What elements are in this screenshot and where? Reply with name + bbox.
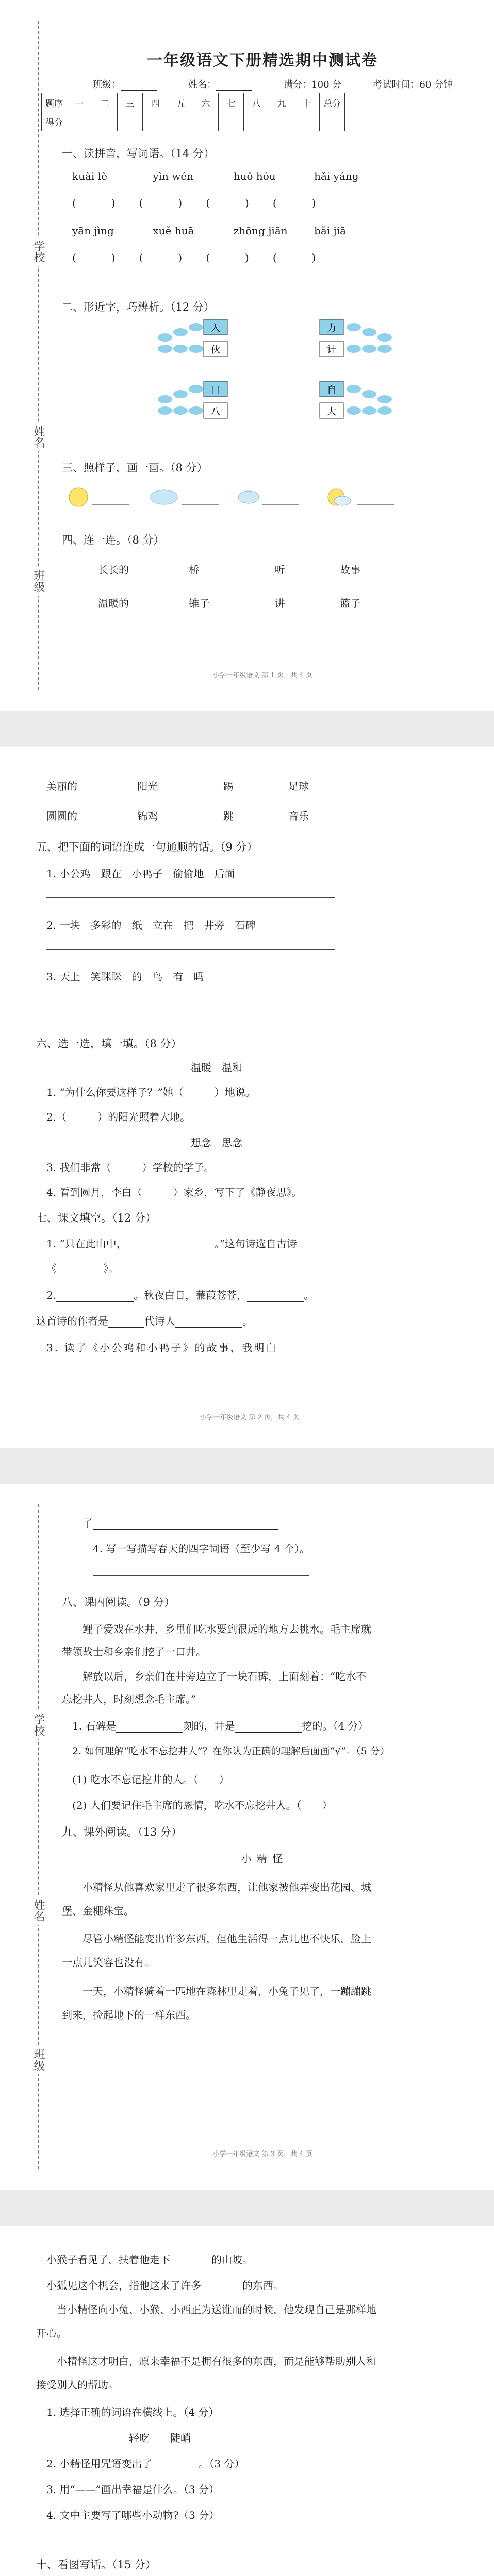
- gutter-label-school: 学校: [30, 237, 46, 266]
- q2-char-left: 日: [211, 385, 220, 396]
- q4-word[interactable]: 长长的: [98, 564, 129, 576]
- q9-passage-1: 小精怪从他喜欢家里走了很多东西，让他家被他弄变出花园、城堡、金棚珠宝。: [62, 1881, 371, 1917]
- student-info: [93, 77, 453, 91]
- class-blank[interactable]: [121, 80, 157, 91]
- q9-question-1: 1. 选择正确的词语在横线上。（4 分）: [46, 2406, 219, 2418]
- q9-passage-3: 一天，小精怪骑着一匹地在森林里走着，小兔子见了，一蹦蹦跳到来，捡起地下的一样东西。: [62, 1985, 371, 2021]
- score-row-label: 得分: [42, 112, 67, 131]
- q9-question-4: 4. 文中主要写了哪些小动物?（3 分）: [46, 2509, 220, 2521]
- q6-sentence-3: 3. 我们非常（ ）学校的学子。: [46, 1161, 215, 1174]
- q8-blank[interactable]: [235, 1722, 302, 1733]
- score-header-cell: 五: [168, 93, 193, 112]
- page-gap: [0, 1448, 494, 1484]
- q9-story-title: 小 精 怪: [241, 1853, 284, 1865]
- pinyin-item: zhōng jiān: [233, 225, 288, 237]
- q8-passage-1: 鲤子爱戏在水井，乡里们吃水要到很远的地方去挑水。毛主席就带领战士和乡亲们挖了一口井。: [62, 1623, 371, 1658]
- q8-title: 八、课内阅读。（9 分）: [62, 1596, 175, 1608]
- paper-title: 一年级语文下册精选期中测试卷: [147, 52, 378, 70]
- page-footer: 小学一年级语文 第 2 页，共 4 页: [200, 1414, 300, 1421]
- score-cell[interactable]: [92, 112, 118, 131]
- score-cell[interactable]: [320, 112, 345, 131]
- pinyin-item: yān jìng: [72, 225, 114, 237]
- gutter-label-school: 学校: [30, 1710, 46, 1739]
- q7-text: 1. “只在此山中，: [46, 1238, 127, 1250]
- q9-text: 。（3 分）: [199, 2458, 245, 2470]
- q5-sentence-2: 2. 一块 多彩的 纸 立在 把 井旁 石碑: [46, 919, 256, 931]
- q9-passage-5: [46, 2277, 463, 2292]
- q2-char-right: 计: [327, 345, 336, 355]
- page-footer: 小学一年级语文 第 1 页，共 4 页: [212, 672, 312, 680]
- q10-title: 十、看图写话。（15 分）: [36, 2558, 156, 2571]
- page-1: [0, 0, 494, 711]
- score-cell[interactable]: [168, 112, 193, 131]
- q4-word[interactable]: 音乐: [288, 810, 309, 822]
- full-score-label: 满分：100 分: [284, 79, 342, 90]
- q2-left-chains: [158, 319, 227, 418]
- q5-title: 五、把下面的词语连成一句通顺的话。（9 分）: [36, 841, 258, 853]
- q1-answer-row-2[interactable]: ( ) ( ) ( ) ( ): [72, 251, 317, 264]
- score-header-cell: 三: [118, 93, 143, 112]
- q7-title: 七、课文填空。（12 分）: [36, 1212, 156, 1224]
- page-footer: 小学一年级语文 第 3 页，共 4 页: [212, 2150, 312, 2158]
- pinyin-item: kuài lè: [72, 170, 107, 182]
- q4-word[interactable]: 锥子: [189, 597, 210, 609]
- q4-row-4: [46, 808, 463, 823]
- q9-question-3: 3. 用“——”画出幸福是什么。（3 分）: [46, 2483, 219, 2496]
- score-cell[interactable]: [269, 112, 294, 131]
- score-table: [41, 93, 345, 131]
- score-header-cell: 四: [143, 93, 168, 112]
- q8-question-1: [72, 1718, 463, 1733]
- pinyin-item: huǒ hóu: [233, 170, 276, 182]
- q4-word[interactable]: 篮子: [340, 597, 361, 609]
- q7-blank[interactable]: [56, 1291, 134, 1302]
- q7-line-5: 3. 读了《小公鸡和小鸭子》的故事，我明白: [46, 1342, 278, 1354]
- q7-line-2: [46, 1260, 463, 1275]
- q5-answer-line-1[interactable]: [46, 897, 335, 898]
- q9-passage-4: [46, 2251, 463, 2266]
- q7-text: 。秋夜白日，蒹葭苍苍，: [134, 1289, 248, 1301]
- q1-pinyin-row-1: [72, 170, 463, 182]
- q7-line-6: [83, 1515, 463, 1530]
- class-label: 班级：: [93, 79, 121, 90]
- q6-sentence-4: 4. 看到圆月，李白（ ）家乡，写下了《静夜思》。: [46, 1186, 302, 1198]
- q7-answer-line[interactable]: [93, 1575, 309, 1576]
- q2-title: 二、形近字，巧辨析。（12 分）: [62, 301, 215, 313]
- q5-answer-line-2[interactable]: [46, 949, 335, 950]
- q3-drawing-row[interactable]: [67, 482, 463, 513]
- q7-text: 这首诗的作者是: [36, 1315, 108, 1327]
- q7-text: 。: [242, 1315, 253, 1327]
- q9-passage-6: 当小精怪向小兔、小猴、小西正为送谁而的时候，他发现自己是那样地开心。: [36, 2303, 376, 2340]
- score-header-cell: 二: [92, 93, 118, 112]
- q2-char-right: 大: [327, 406, 336, 417]
- binding-gutter: [28, 1504, 49, 2169]
- q7-question-4: 4. 写一写描写春天的四字词语（至少写 4 个）。: [93, 1543, 310, 1555]
- q8-text: 挖的。（4 分）: [302, 1720, 369, 1732]
- q6-word-pair-1: 温暖 温和: [191, 1061, 242, 1074]
- q2-char-left: 八: [211, 406, 220, 417]
- q7-blank[interactable]: [175, 1317, 242, 1328]
- q9-text: 的东西。: [242, 2279, 284, 2292]
- q7-text: 。: [304, 1289, 315, 1301]
- pinyin-item: hǎi yáng: [314, 170, 359, 182]
- q4-word[interactable]: 故事: [340, 564, 361, 576]
- q4-word[interactable]: 锦鸡: [137, 810, 158, 822]
- q4-word[interactable]: 阳光: [137, 780, 158, 792]
- q2-char-right: 自: [327, 385, 336, 396]
- q4-word[interactable]: 踢: [223, 780, 234, 792]
- q4-word[interactable]: 讲: [274, 597, 285, 609]
- q7-line-4: [36, 1313, 463, 1328]
- page-3: [0, 1484, 494, 2190]
- score-cell[interactable]: [294, 112, 320, 131]
- q2-word-chain-figure: [155, 317, 402, 446]
- q8-question-2: 2. 如何理解“吃水不忘挖井人”？在你认为正确的理解后面画“√”。（5 分）: [72, 1745, 390, 1757]
- pinyin-item: bǎi jiā: [314, 225, 347, 237]
- score-header-cell: 十: [294, 93, 320, 112]
- score-header-cell: 总分: [320, 93, 345, 112]
- q2-char-left: 伙: [211, 345, 220, 355]
- q4-word[interactable]: 圆圆的: [46, 810, 77, 822]
- q4-word[interactable]: 足球: [288, 780, 309, 792]
- page-4: [0, 2226, 494, 2576]
- q4-title: 四、连一连。（8 分）: [62, 534, 164, 546]
- q9-question-2: [46, 2455, 463, 2470]
- q9-passage-2: 尽管小精怪能变出许多东西，但他生活得一点儿也不快乐，脸上一点儿笑容也没有。: [62, 1933, 371, 1969]
- q7-blank[interactable]: [57, 1264, 103, 1275]
- q6-title: 六、选一选，填一填。（8 分）: [36, 1038, 182, 1050]
- q6-word-pair-2: 想念 思念: [191, 1137, 242, 1149]
- q7-blank[interactable]: [247, 1291, 304, 1302]
- q4-word[interactable]: 桥: [189, 564, 200, 576]
- q8-blank[interactable]: [116, 1722, 183, 1733]
- name-blank[interactable]: [216, 80, 252, 91]
- q9-passage-7: 小精怪这才明白，原来幸福不是拥有很多的东西，而是能够帮助别人和接受别人的帮助。: [36, 2355, 376, 2391]
- q7-line-1: [46, 1235, 463, 1250]
- q9-blank[interactable]: [170, 2256, 211, 2266]
- q4-word[interactable]: 跳: [223, 810, 234, 822]
- q1-title: 一、读拼音，写词语。（14 分）: [62, 147, 215, 160]
- score-header-cell: 八: [244, 93, 269, 112]
- q8-option-1[interactable]: (1) 吃水不忘记挖井的人。（ ）: [72, 1773, 229, 1786]
- q9-text: 小猴子看见了，扶着他走下: [46, 2253, 170, 2266]
- q3-title: 三、照样子，画一画。（8 分）: [62, 462, 208, 474]
- score-header-cell: 题序: [42, 93, 67, 112]
- pinyin-item: yìn wén: [153, 170, 194, 182]
- q2-char-left: 入: [211, 323, 220, 334]
- score-cell[interactable]: [219, 112, 244, 131]
- q6-sentence-2: 2.（ ）的阳光照着大地。: [46, 1111, 191, 1123]
- score-cell[interactable]: [143, 112, 168, 131]
- q8-text: 1. 石碑是: [72, 1720, 117, 1732]
- q8-text: 刻的，井是: [183, 1720, 235, 1732]
- q9-text: 2. 小精怪用咒语变出了: [46, 2458, 153, 2470]
- q7-blank[interactable]: [108, 1317, 144, 1328]
- q4-word[interactable]: 听: [274, 564, 285, 576]
- score-cell[interactable]: [67, 112, 92, 131]
- q7-text: 。”这句诗选自古诗: [214, 1238, 297, 1250]
- page-2: [0, 747, 494, 1448]
- page-gap: [0, 711, 494, 747]
- q4-word[interactable]: 温暖的: [98, 597, 129, 609]
- q6-sentence-1: 1. “为什么你要这样子？”她（ ）地说。: [46, 1086, 256, 1098]
- score-cell[interactable]: [118, 112, 143, 131]
- q9-options: 轻吃 陡峭: [129, 2432, 191, 2444]
- q7-blank[interactable]: [93, 1519, 278, 1530]
- q1-answer-row-1[interactable]: ( ) ( ) ( ) ( ): [72, 197, 317, 209]
- name-label: 姓名：: [188, 79, 217, 90]
- q5-sentence-3: 3. 天上 笑眯眯 的 鸟 有 吗: [46, 971, 204, 983]
- q8-option-2[interactable]: (2) 人们要记住毛主席的恩情，吃水不忘挖井人。（ ）: [72, 1799, 333, 1811]
- pinyin-item: xuě huā: [153, 225, 194, 237]
- q4-row-1: [98, 562, 463, 577]
- q9-blank[interactable]: [152, 2460, 199, 2470]
- q9-text: 小狐见这个机会，指他这来了许多: [46, 2279, 201, 2292]
- q9-text: 的山坡。: [211, 2253, 253, 2266]
- score-cell[interactable]: [244, 112, 269, 131]
- q9-blank[interactable]: [201, 2281, 242, 2292]
- score-cell[interactable]: [193, 112, 219, 131]
- gutter-label-class: 班级: [30, 567, 46, 596]
- q2-right-chains: [320, 319, 392, 418]
- q4-word[interactable]: 美丽的: [46, 780, 77, 792]
- q3-drawing-figure: [67, 482, 459, 513]
- time-label: 考试时间：60 分钟: [373, 79, 453, 90]
- q7-text: 了: [83, 1517, 93, 1529]
- q7-text: 《: [46, 1262, 57, 1275]
- q4-row-3: [46, 778, 463, 793]
- page-gap: [0, 2190, 494, 2226]
- gutter-label-class: 班级: [30, 2045, 46, 2074]
- q7-text: 代诗人: [144, 1315, 175, 1327]
- q7-blank[interactable]: [127, 1240, 215, 1250]
- q7-text: 2.: [46, 1289, 57, 1301]
- score-header-cell: 一: [67, 93, 92, 112]
- q1-pinyin-row-2: [72, 225, 463, 237]
- gutter-label-name: 姓名: [30, 1896, 46, 1925]
- q4-row-2: [98, 595, 463, 610]
- score-header-cell: 七: [219, 93, 244, 112]
- q7-text: 》。: [103, 1262, 119, 1275]
- q8-passage-2: 解放以后，乡亲们在井旁边立了一块石碑，上面刻着：“吃水不忘挖井人，时刻想念毛主席。”: [62, 1670, 367, 1705]
- q5-sentence-1: 1. 小公鸡 跟在 小鸭子 偷偷地 后面: [46, 868, 235, 880]
- score-header-cell: 六: [193, 93, 219, 112]
- q2-char-right: 力: [327, 323, 336, 334]
- q7-line-3: [46, 1287, 463, 1302]
- gutter-label-name: 姓名: [30, 422, 46, 451]
- q9-title: 九、课外阅读。（13 分）: [62, 1826, 182, 1838]
- score-header-cell: 九: [269, 93, 294, 112]
